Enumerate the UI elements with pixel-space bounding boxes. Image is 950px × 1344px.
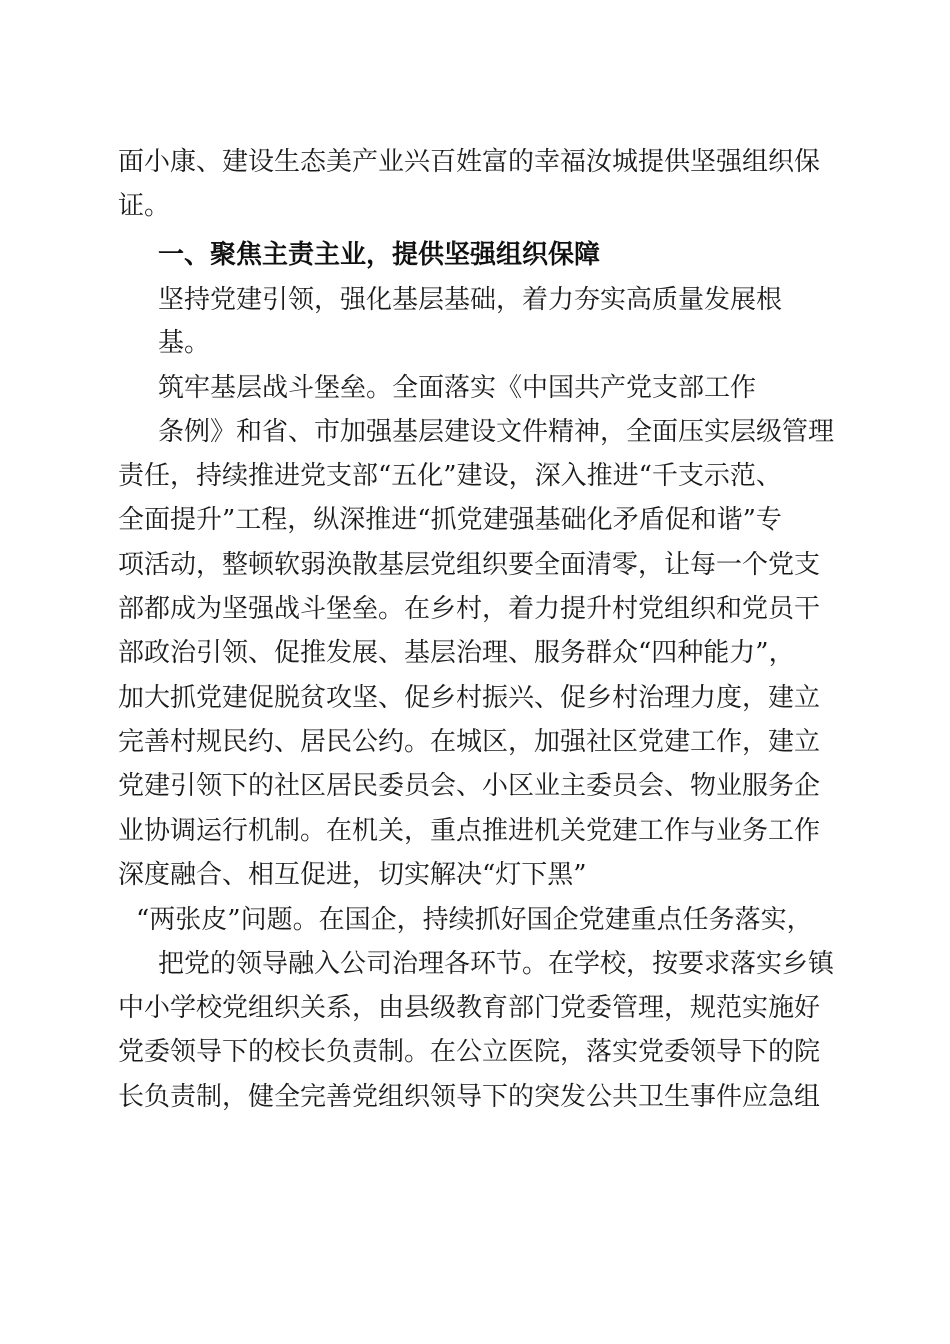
paragraph-line: 全面提升”工程，纵深推进“抓党建强基础化矛盾促和谐”专	[118, 505, 782, 535]
paragraph-line: 基。	[158, 328, 211, 358]
paragraph-line: 业协调运行机制。在机关，重点推进机关党建工作与业务工作	[118, 816, 821, 846]
paragraph-line: 党委领导下的校长负责制。在公立医院，落实党委领导下的院	[118, 1037, 821, 1067]
paragraph-line: 长负责制，健全完善党组织领导下的突发公共卫生事件应急组	[118, 1082, 821, 1112]
paragraph-line: 条例》和省、市加强基层建设文件精神，全面压实层级管理	[158, 417, 835, 447]
paragraph-line: 面小康、建设生态美产业兴百姓富的幸福汝城提供坚强组织保	[118, 147, 821, 177]
paragraph-line: 加大抓党建促脱贫攻坚、促乡村振兴、促乡村治理力度，建立	[118, 683, 821, 713]
paragraph-line: 部政治引领、促推发展、基层治理、服务群众“四种能力”，	[118, 638, 795, 668]
paragraph-line: 项活动，整顿软弱涣散基层党组织要全面清零，让每一个党支	[118, 550, 821, 580]
subsection-lead: 筑牢基层战斗堡垒。全面落实《中国共产党支部工作	[158, 373, 757, 403]
paragraph-line: 部都成为坚强战斗堡垒。在乡村，着力提升村党组织和党员干	[118, 594, 821, 624]
paragraph-line: 党建引领下的社区居民委员会、小区业主委员会、物业服务企	[118, 771, 821, 801]
paragraph-line: 责任，持续推进党支部“五化”建设，深入推进“千支示范、	[118, 461, 782, 491]
paragraph-line: 完善村规民约、居民公约。在城区，加强社区党建工作，建立	[118, 727, 821, 757]
paragraph-line: 中小学校党组织关系，由县级教育部门党委管理，规范实施好	[118, 993, 821, 1023]
paragraph-line: 证。	[118, 191, 171, 221]
paragraph-line: 深度融合、相互促进，切实解决“灯下黑”	[118, 860, 587, 890]
paragraph-line: “两张皮”问题。在国企，持续抓好国企党建重点任务落实，	[136, 905, 813, 935]
paragraph-line: 把党的领导融入公司治理各环节。在学校，按要求落实乡镇	[158, 949, 835, 979]
paragraph-line: 坚持党建引领，强化基层基础，着力夯实高质量发展根	[158, 285, 783, 315]
section-heading: 一、聚焦主责主业，提供坚强组织保障	[158, 240, 601, 270]
